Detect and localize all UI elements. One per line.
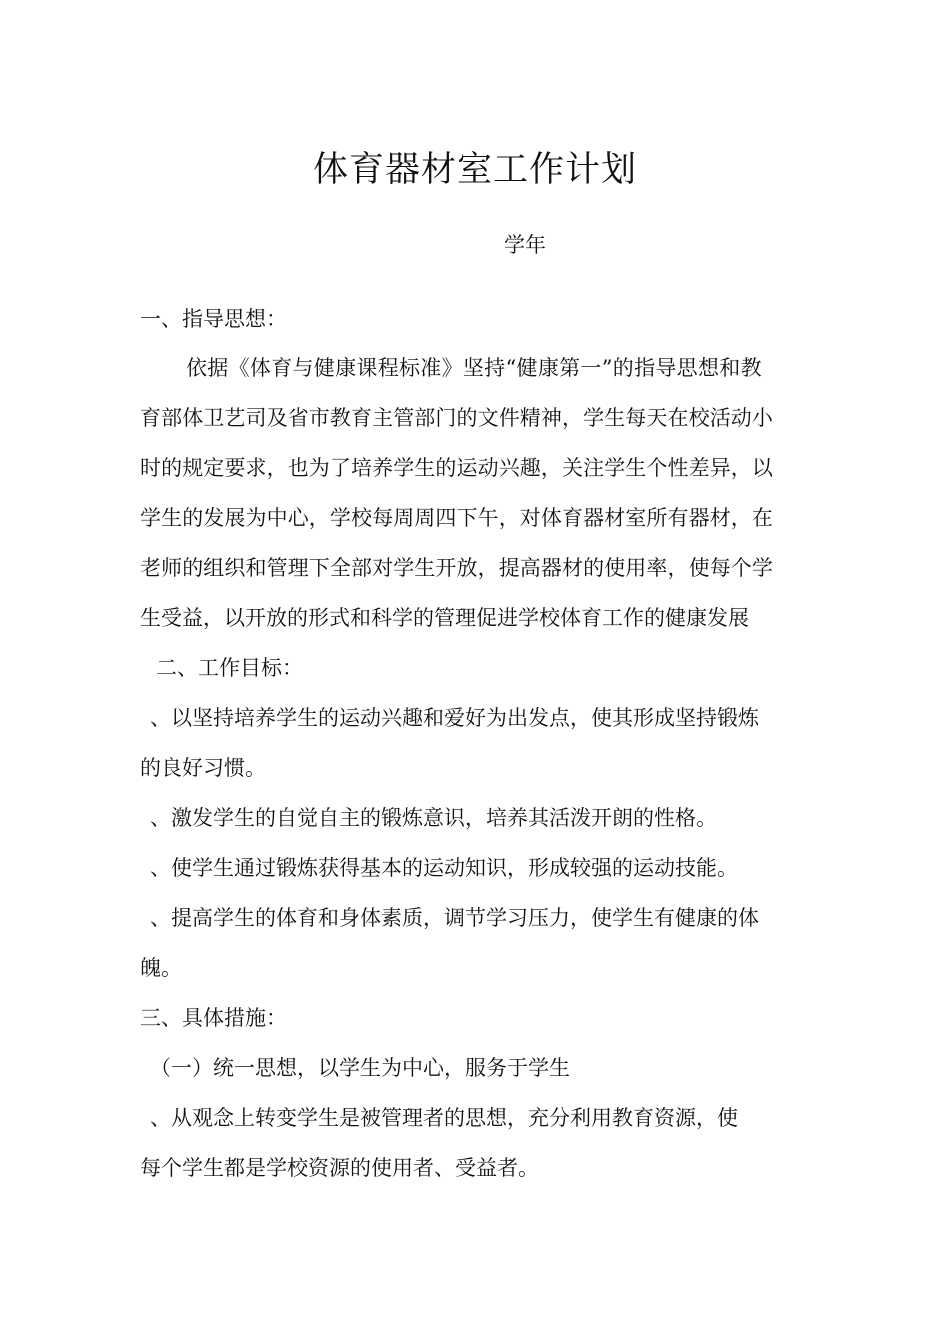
list-item-goal-2: 、激发学生的自觉自主的锻炼意识，培养其活泼开朗的性格。 [150,806,717,830]
list-item-measure-1-continued: 每个学生都是学校资源的使用者、受益者。 [140,1156,539,1180]
list-item-goal-3: 、使学生通过锻炼获得基本的运动知识，形成较强的运动技能。 [150,856,738,880]
section-heading-work-goals: 二、工作目标： [156,656,303,680]
list-item-goal-4-continued: 魄。 [140,956,182,980]
paragraph-line: 时的规定要求，也为了培养学生的运动兴趣，关注学生个性差异，以 [140,456,773,480]
paragraph-line: 生受益，以开放的形式和科学的管理促进学校体育工作的健康发展 [140,606,749,630]
section-heading-specific-measures: 三、具体措施： [140,1006,287,1030]
paragraph-line: 学生的发展为中心，学校每周周四下午，对体育器材室所有器材，在 [140,506,773,530]
section-heading-guiding-ideology: 一、指导思想： [140,307,287,331]
list-item-goal-4: 、提高学生的体育和身体素质，调节学习压力，使学生有健康的体 [150,906,759,930]
list-item-goal-1: 、以坚持培养学生的运动兴趣和爱好为出发点，使其形成坚持锻炼 [150,706,759,730]
document-subtitle: 学年 [504,233,546,257]
subsection-heading-unify-thinking: （一）统一思想，以学生为中心，服务于学生 [150,1056,570,1080]
paragraph-line: 依据《体育与健康课程标准》坚持“健康第一”的指导思想和教 [186,356,762,380]
paragraph-line: 老师的组织和管理下全部对学生开放，提高器材的使用率，使每个学 [140,556,773,580]
list-item-goal-1-continued: 的良好习惯。 [140,756,266,780]
paragraph-line: 育部体卫艺司及省市教育主管部门的文件精神，学生每天在校活动小 [140,406,773,430]
list-item-measure-1: 、从观念上转变学生是被管理者的思想，充分利用教育资源，使 [150,1106,738,1130]
document-title: 体育器材室工作计划 [312,150,637,190]
